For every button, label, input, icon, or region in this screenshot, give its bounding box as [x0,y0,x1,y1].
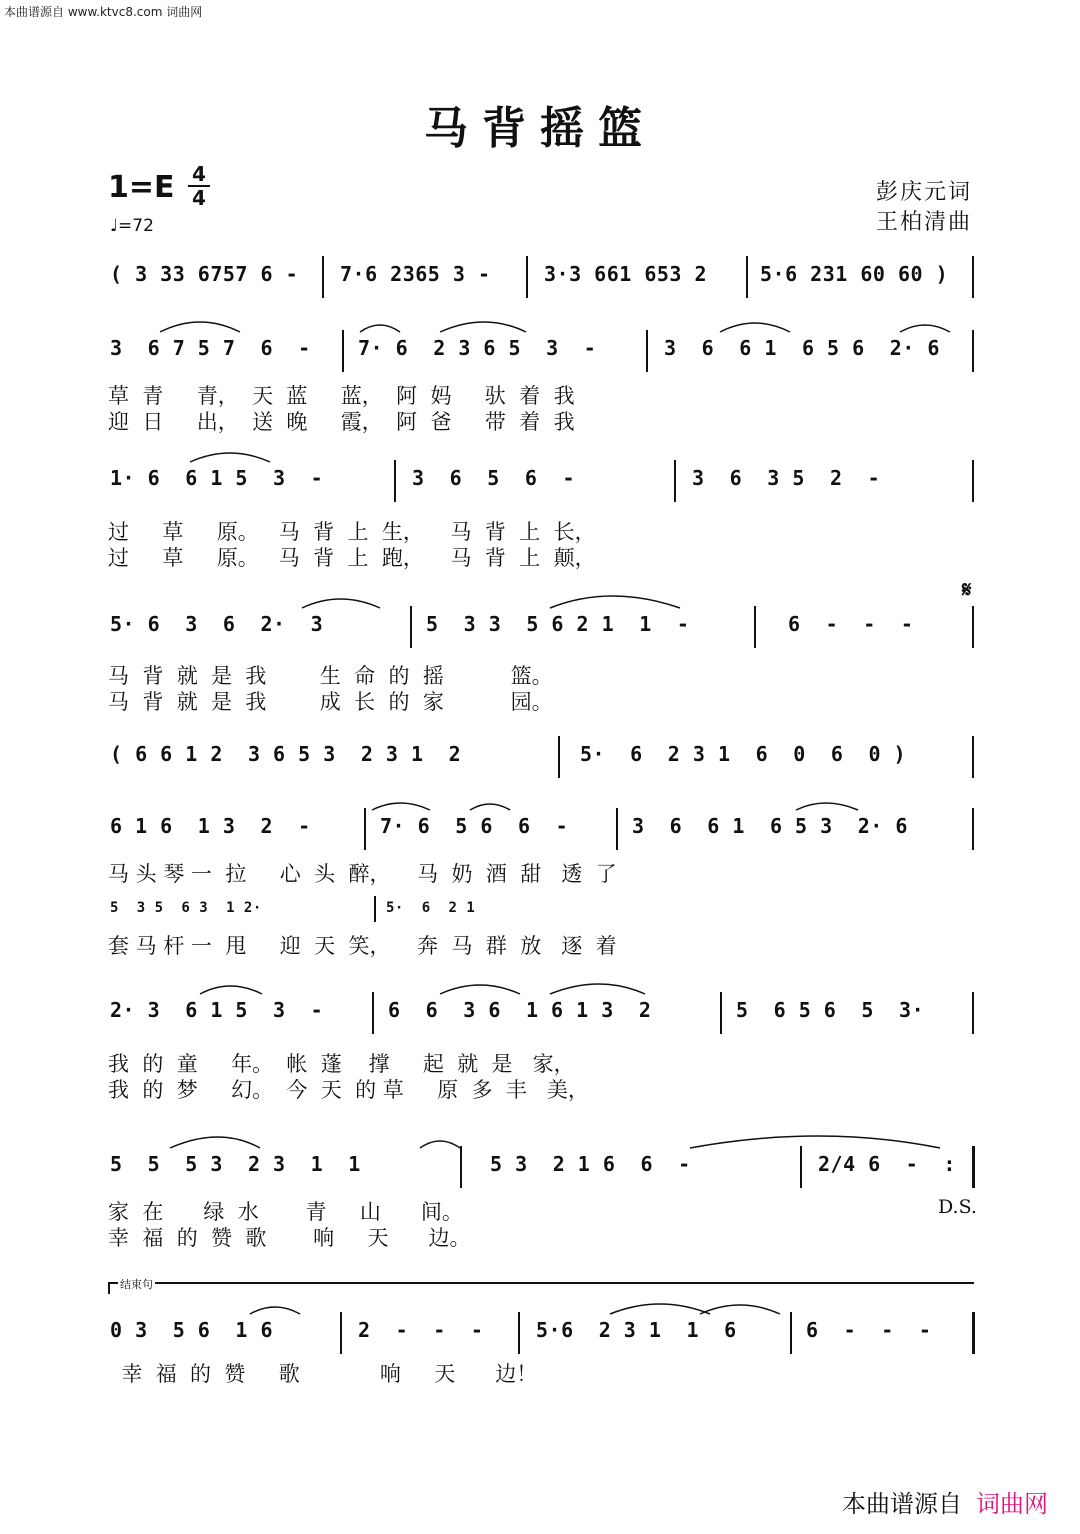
measure-group: 6 - - - [806,1318,932,1342]
measure-group: 2/4 6 - : [818,1152,956,1176]
time-bottom: 4 [192,186,206,210]
lyric-line: 过 草 原。 马 背 上 生， 马 背 上 长， [108,520,596,544]
measure-group: 6 - - - [788,612,914,636]
measure-group: 5 3 3 5 6 2 1 1 - [426,612,690,636]
lyric-line: 家 在 绿 水 青 山 间。 [108,1200,463,1224]
lyric-line: 我 的 童 年。 帐 蓬 撑 起 就 是 家， [108,1052,575,1076]
measure-group: 6 1 6 1 3 2 - [110,814,311,838]
song-title: 马背摇篮 [424,103,656,154]
measure-group: 2 - - - [358,1318,484,1342]
lyric-line: 幸 福 的 赞 歌 响 天 边。 [108,1226,471,1250]
lyric-line: 过 草 原。 马 背 上 跑， 马 背 上 颠， [108,546,596,570]
measure-group: 7· 6 5 6 6 - [380,814,569,838]
lyric-line: 套 马 杆 一 甩 迎 天 笑， 奔 马 群 放 逐 着 [108,934,617,958]
composer: 王柏清曲 [875,210,972,235]
measure-group: 3·3 661 653 2 [544,262,708,286]
measure-group: 1· 6 6 1 5 3 - [110,466,324,490]
lyric-line: 我 的 梦 幻。 今 天 的 草 原 多 丰 美， [108,1078,589,1102]
measure-group: 7· 6 2 3 6 5 3 - [358,336,597,360]
footer-brand-b: 词曲网 [976,1490,1048,1518]
lyric-line: 马 背 就 是 我 生 命 的 摇 篮。 [108,664,553,688]
time-top: 4 [192,162,206,186]
measure-group: 2· 3 6 1 5 3 - [110,998,324,1022]
measure-group: 3 6 3 5 2 - [692,466,881,490]
key-signature: 1=E [108,170,175,205]
measure-group: 7·6 2365 3 - [340,262,491,286]
time-signature [188,164,210,208]
tempo-marking: ♩=72 [110,216,154,236]
measure-group: 5 5 5 3 2 3 1 1 [110,1152,361,1176]
segno-sign: 𝄋 [962,578,972,603]
measure-group: 3 6 6 1 6 5 3 2· 6 [632,814,908,838]
lyric-line: 幸 福 的 赞 歌 响 天 边！ [108,1362,538,1386]
credits [876,178,972,238]
measure-group: 5·6 231 60 60 ) [760,262,949,286]
measure-group: 3 6 7 5 7 6 - [110,336,311,360]
ending-bracket [108,1282,974,1294]
measure-group: 5 3 5 6 3 1 2· [110,900,262,916]
measure-group: ( 6 6 1 2 3 6 5 3 2 3 1 2 [110,742,462,766]
measure-group: 0 3 5 6 1 6 [110,1318,274,1342]
measure-group: ( 3 33 6757 6 - [110,262,299,286]
lyricist: 彭庆元词 [875,180,972,205]
measure-group: 3 6 5 6 - [412,466,576,490]
footer-brand-a: 本曲谱源自 [842,1490,962,1518]
measure-group: 5· 6 2 3 1 6 0 6 0 ) [580,742,907,766]
lyric-line: 马 背 就 是 我 成 长 的 家 园。 [108,690,553,714]
measure-group: 5 3 2 1 6 6 - [490,1152,691,1176]
source-watermark: 本曲谱源自 www.ktvc8.com 词曲网 [4,5,203,19]
ending-label: 结束句 [120,1278,153,1291]
lyric-line: 草 青 青， 天 蓝 蓝， 阿 妈 驮 着 我 [108,384,575,408]
lyric-line: 迎 日 出， 送 晚 霞， 阿 爸 带 着 我 [108,410,575,434]
measure-group: 5· 6 2 1 [386,900,476,916]
measure-group: 6 6 3 6 1 6 1 3 2 [388,998,652,1022]
measure-group: 5 6 5 6 5 3· [736,998,925,1022]
measure-group: 5·6 2 3 1 1 6 [536,1318,737,1342]
dal-segno: D.S. [938,1196,977,1218]
measure-group: 5· 6 3 6 2· 3 [110,612,324,636]
footer-brand [842,1484,1048,1519]
measure-group: 3 6 6 1 6 5 6 2· 6 [664,336,940,360]
lyric-line: 马 头 琴 一 拉 心 头 醉， 马 奶 酒 甜 透 了 [108,862,617,886]
